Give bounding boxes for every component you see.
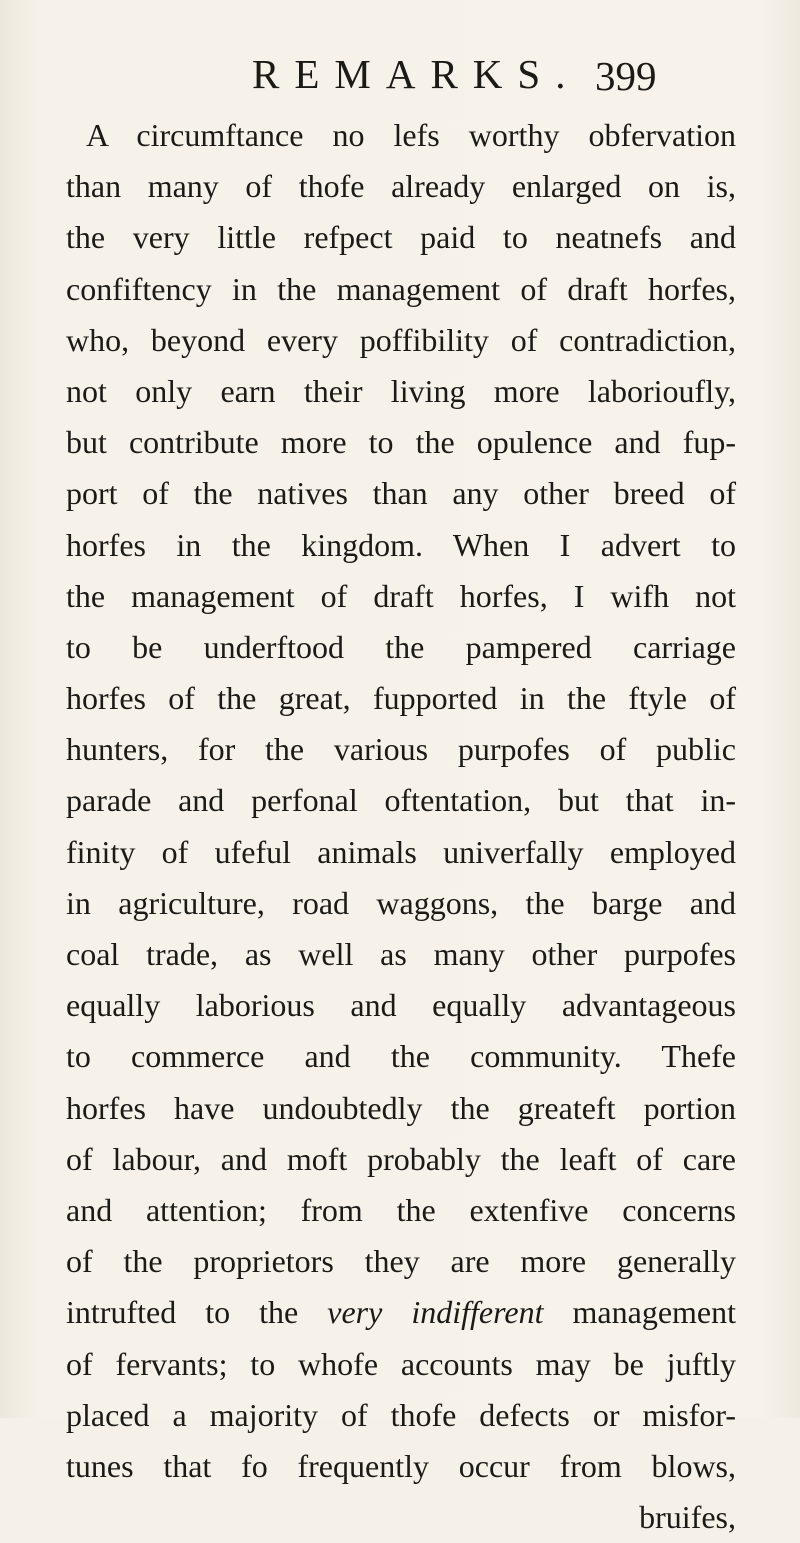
text-line: the very little refpect paid to neatnefs and (66, 219, 736, 256)
text-line: to commerce and the community. Thefe (66, 1038, 736, 1075)
text-line: confiftency in the management of draft horfes, (66, 270, 736, 307)
text-line: to be underftood the pampered carriage (66, 628, 736, 665)
text-span: intrufted to the (66, 1294, 328, 1331)
text-line: of fervants; to whofe accounts may be juftly (66, 1345, 736, 1382)
text-line: placed a majority of thofe defects or misfor- (66, 1396, 736, 1433)
text-line (66, 1287, 736, 1338)
text-line: than many of thofe already enlarged on is, (66, 168, 736, 205)
catchword: bruifes, (639, 1499, 736, 1536)
text-line: finity of ufeful animals univerfally employed (66, 833, 736, 870)
text-line: in agriculture, road waggons, the barge and (66, 884, 736, 921)
text-line: horfes have undoubtedly the greateft portion (66, 1089, 736, 1126)
text-line: but contribute more to the opulence and fup- (66, 424, 736, 461)
text-line: tunes that fo frequently occur from blows, (66, 1447, 736, 1484)
text-line: the management of draft horfes, I wifh not (66, 577, 736, 614)
text-line: not only earn their living more laborioufly, (66, 372, 736, 409)
text-line: and attention; from the extenfive concerns (66, 1191, 736, 1228)
text-line: parade and perfonal oftentation, but that in- (66, 782, 736, 819)
text-line: who, beyond every poffibility of contradiction, (66, 321, 736, 358)
italic-emphasis: very indifferent (327, 1294, 544, 1331)
text-line: port of the natives than any other breed of (66, 475, 736, 512)
running-title: REMARKS. (252, 51, 581, 97)
text-line: of the proprietors they are more generally (66, 1243, 736, 1280)
text-line: hunters, for the various purpofes of public (66, 731, 736, 768)
body-text (66, 110, 736, 1543)
text-line: horfes of the great, fupported in the ftyle of (66, 680, 736, 717)
text-line: of labour, and moft probably the leaft of care (66, 1140, 736, 1177)
text-line: horfes in the kingdom. When I advert to (66, 526, 736, 563)
running-head (0, 44, 800, 104)
text-span: management (543, 1294, 736, 1331)
text-line: coal trade, as well as many other purpofes (66, 936, 736, 972)
text-line: equally laborious and equally advantageous (66, 987, 736, 1024)
page-number: 399 (595, 53, 657, 99)
text-line: A circumftance no lefs worthy obfervation (86, 117, 736, 153)
